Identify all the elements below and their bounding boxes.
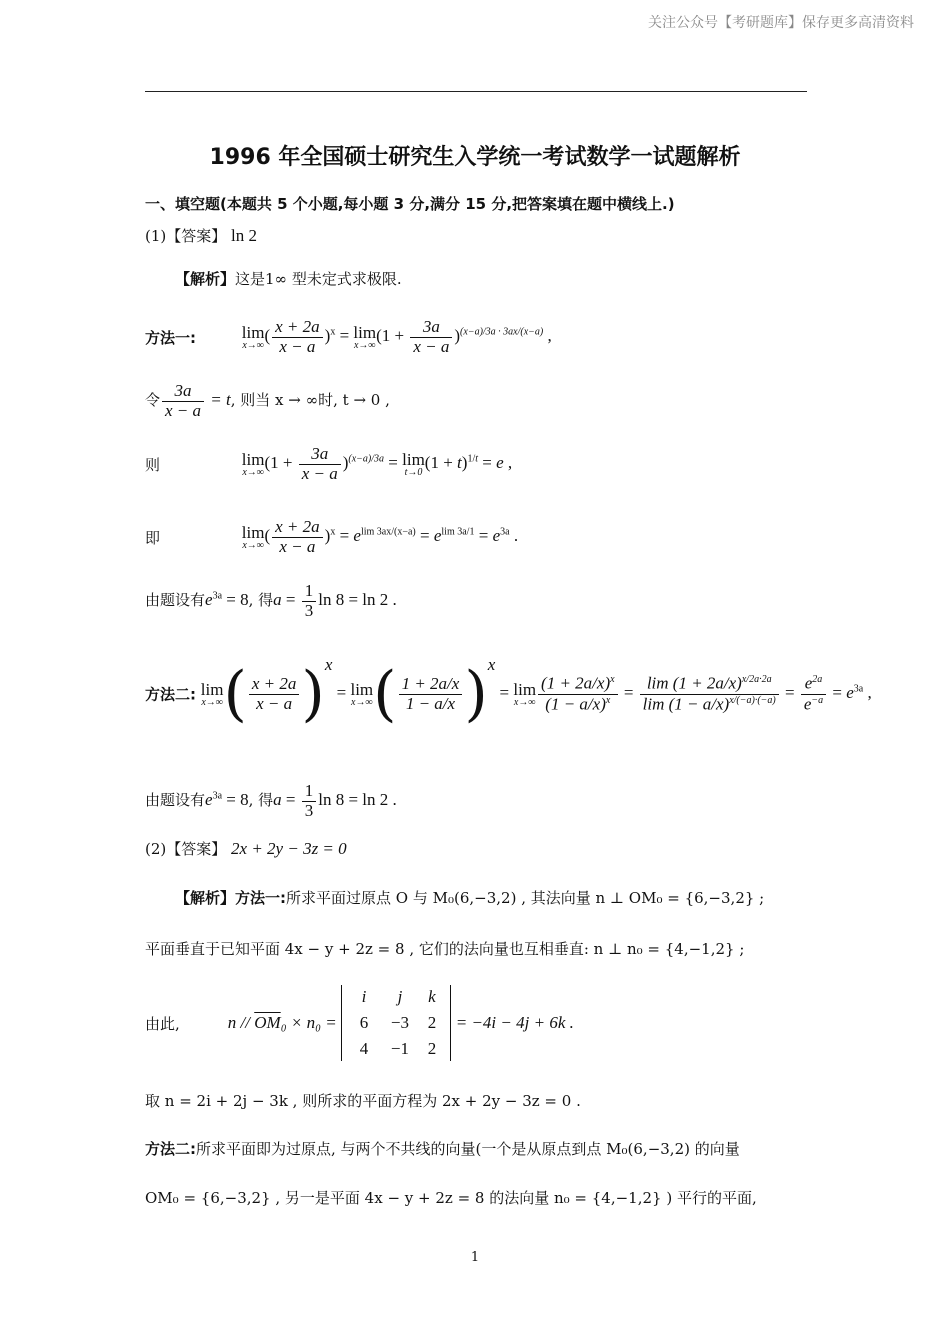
q2-method1-label: 方法一: [235,889,287,907]
formula-fraction: $\frac{1}{3}$ [302,782,317,820]
det-cell: i [361,987,367,1006]
formula-fraction: $\frac{x + 2a}{x - a}$ [272,518,323,556]
det-cell: 2 [427,1039,437,1058]
page-title: 1996 年全国硕士研究生入学统一考试数学一试题解析 [209,145,741,170]
limit-symbol: lim x→∞ [513,679,537,708]
q1-conclusion2: 由题设有$e^{3a} = 8$, 得a = $\frac{1}{3}$ ln 8 = ln 2 . [145,781,397,820]
limit-symbol: lim t→0 [402,449,425,478]
q2-line4: 取 n = 2i + 2j − 3k , 则所求的平面方程为 2x + 2y − 3z = 0 . [145,1092,581,1110]
header-rule [145,91,807,92]
formula-fraction: $\frac{e^{2a}}{e^{-a}}$ [801,674,826,714]
section-heading: 一、填空题(本题共 5 个小题,每小题 3 分,满分 15 分,把答案填在题中横线上.) [145,195,675,213]
limit-symbol: lim x→∞ [353,322,377,351]
q1-method1-row: 方法一: lim x→∞ ( $\frac{x + 2a}{x - a}$ )$^x$ = lim x→∞ (1 + $\frac{3a}{x - a}$ )$^{(x-a)/3a \cdot 3ax/(x-a)}$ , [145,317,552,356]
q1-ie-label: 即 [145,528,161,547]
q1-answer [145,225,257,246]
conclusion-eq: ln 8 = ln 2 . [318,790,397,810]
limit-symbol: lim x→∞ [241,522,265,551]
q2-answer [145,838,347,859]
formula-fraction: $\frac{x + 2a}{x - a}$ [249,675,300,713]
q2-det-row: 由此, $n // \overline{OM}_0 \times n_0$ = i j k 6 −3 2 4 −1 2 = −4i − 4j + 6k . [145,985,574,1061]
q1-then-label: 则 [145,455,161,474]
q2-hence-label: 由此, [145,1014,180,1033]
q1-method2-row: 方法二: lim x→∞ ( $\frac{x + 2a}{x - a}$ )$^x$ = lim x→∞ ( $\frac{1 + 2a/x}{1 - a/x}$ )$^x$ = lim x→∞ $\frac{(1 + 2a/x)^x}{(1 - a/x)^x}$ = $\frac{\lim (1 + 2a/x)^{x/2a\cdot 2a}}{\lim (1 - a/x)^{x/(-a)\cdot(-a)}}$ = $\frac{e^{2a}}{e^{-a}}$ = $e^{3a}$ , [145,655,872,729]
q2-line2: 平面垂直于已知平面 4x − y + 2z = 8 , 它们的法向量也互相垂直: n ⊥ n₀ = {4,−1,2} ; [145,940,745,958]
conclusion-prefix: 由题设有 [145,791,206,810]
q2-method2-label: 方法二: [145,1140,196,1158]
watermark: 关注公众号【考研题库】保存更多高清资料 [648,15,914,31]
formula-fraction: $\frac{x + 2a}{x - a}$ [272,318,323,356]
q2-answer-value: 2x + 2y − 3z = 0 [231,839,347,858]
q2-method2-line1 [145,1138,740,1159]
page-number: 1 [470,1250,480,1265]
det-cell: 6 [359,1013,369,1032]
q2-analysis-label: 【解析】 [175,889,236,907]
conclusion-mid: , 得 [248,791,274,810]
det-result: = −4i − 4j + 6k . [455,1013,574,1032]
limit-symbol: lim x→∞ [241,449,265,478]
q2-answer-label: (2)【答案】 [145,840,227,858]
formula-fraction: $\frac{\lim (1 + 2a/x)^{x/2a\cdot 2a}}{\lim (1 - a/x)^{x/(-a)\cdot(-a)}}$ [640,674,779,714]
q1-ie-row: 即 lim x→∞ ( $\frac{x + 2a}{x - a}$ )$^x = e^{lim 3ax/(x-a)} = e^{lim 3a/1} = e^{3a}$ . [145,517,519,556]
formula-fraction: $\frac{1 + 2a/x}{1 - a/x}$ [399,675,463,713]
q1-let-text: , 则当 x → ∞时, t → 0 , [230,391,390,410]
det-cell: 4 [359,1039,369,1058]
conclusion-prefix: 由题设有 [145,591,206,610]
q1-analysis-label: 【解析】 [175,270,236,288]
formula-fraction: $\frac{3a}{x - a}$ [162,382,204,420]
det-cell: −1 [390,1039,409,1058]
q2-method2-text1: 所求平面即为过原点, 与两个不共线的向量(一个是从原点到点 M₀(6,−3,2) 的向量 [196,1140,740,1158]
q1-answer-label: (1)【答案】 [145,227,227,245]
q1-then-row: 则 lim x→∞ (1 + $\frac{3a}{x - a}$ )$^{(x-a)/3a}$ = lim t→0 $(1 + t)^{1/t} = e$ , [145,444,513,483]
limit-symbol: lim x→∞ [200,679,224,708]
q1-analysis-text: 这是1∞ 型未定式求极限. [235,270,402,288]
formula-fraction: $\frac{(1 + 2a/x)^x}{(1 - a/x)^x}$ [538,674,618,714]
formula-fraction: $\frac{1}{3}$ [302,582,317,620]
limit-symbol: lim x→∞ [350,679,374,708]
formula-fraction: $\frac{3a}{x - a}$ [410,318,452,356]
q2-analysis-line1 [175,887,764,908]
q1-let-label: 令 [145,391,161,410]
det-cell: j [397,987,403,1006]
q1-method2-label: 方法二: [145,685,196,704]
conclusion-eq: ln 8 = ln 2 . [318,590,397,610]
q1-conclusion1: 由题设有$e^{3a} = 8$, 得a = $\frac{1}{3}$ ln 8 = ln 2 . [145,581,397,620]
limit-symbol: lim x→∞ [241,322,265,351]
q2-line1: 所求平面过原点 O 与 M₀(6,−3,2) , 其法向量 n ⊥ OM₀ = {6,−3,2} ; [286,889,765,907]
determinant [341,985,451,1061]
det-cell: 2 [427,1013,437,1032]
formula-fraction: $\frac{3a}{x - a}$ [299,445,341,483]
det-cell: k [428,987,436,1006]
conclusion-mid: , 得 [248,591,274,610]
q1-analysis [175,268,402,289]
q1-let-row: 令 $\frac{3a}{x - a}$ = t, 则当 x → ∞时, t → 0 , [145,381,390,420]
det-cell: −3 [390,1013,409,1032]
q1-method1-label: 方法一: [145,328,196,347]
q1-answer-value: ln 2 [231,226,258,245]
q2-method2-line2: OM₀ = {6,−3,2} , 另一是平面 4x − y + 2z = 8 的法向量 n₀ = {4,−1,2} ) 平行的平面, [145,1189,757,1207]
